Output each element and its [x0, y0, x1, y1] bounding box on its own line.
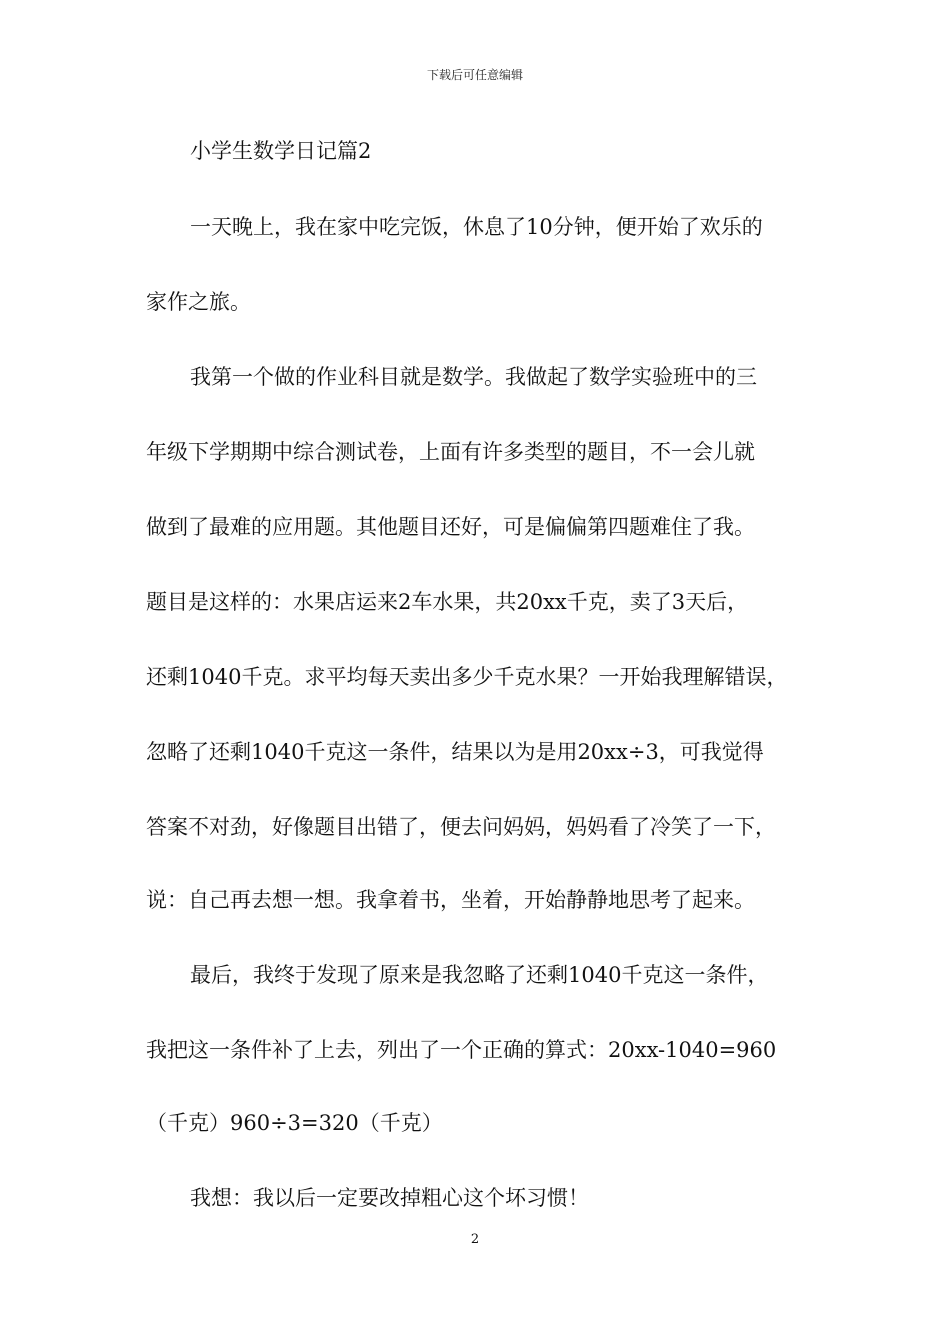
page-header: 下载后可任意编辑 — [426, 68, 523, 82]
text-line-4: 年级下学期期中综合测试卷，上面有许多类型的题目，不一会儿就 — [146, 440, 755, 464]
text-line-7: 还剩1040千克。求平均每天卖出多少千克水果？一开始我理解错误， — [146, 665, 788, 689]
article-title: 小学生数学日记篇2 — [190, 139, 372, 163]
text-line-2: 家作之旅。 — [146, 290, 251, 314]
text-line-9: 答案不对劲，好像题目出错了，便去问妈妈，妈妈看了冷笑了一下， — [146, 815, 776, 839]
text-line-12: 我把这一条件补了上去，列出了一个正确的算式：20xx-1040=960 — [146, 1038, 777, 1062]
text-line-6: 题目是这样的：水果店运来2车水果，共20xx千克，卖了3天后， — [146, 590, 749, 614]
text-line-5: 做到了最难的应用题。其他题目还好，可是偏偏第四题难住了我。 — [146, 515, 755, 539]
text-line-13: （千克）960÷3=320（千克） — [146, 1111, 443, 1135]
text-line-1: 一天晚上，我在家中吃完饭，休息了10分钟，便开始了欢乐的 — [190, 215, 763, 239]
text-line-11: 最后，我终于发现了原来是我忽略了还剩1040千克这一条件， — [190, 963, 769, 987]
text-line-8: 忽略了还剩1040千克这一条件，结果以为是用20xx÷3，可我觉得 — [146, 740, 764, 764]
text-line-3: 我第一个做的作业科目就是数学。我做起了数学实验班中的三 — [190, 365, 757, 389]
page-number: 2 — [470, 1232, 480, 1247]
text-line-10: 说：自己再去想一想。我拿着书，坐着，开始静静地思考了起来。 — [146, 888, 755, 912]
text-line-14: 我想：我以后一定要改掉粗心这个坏习惯！ — [190, 1186, 589, 1210]
